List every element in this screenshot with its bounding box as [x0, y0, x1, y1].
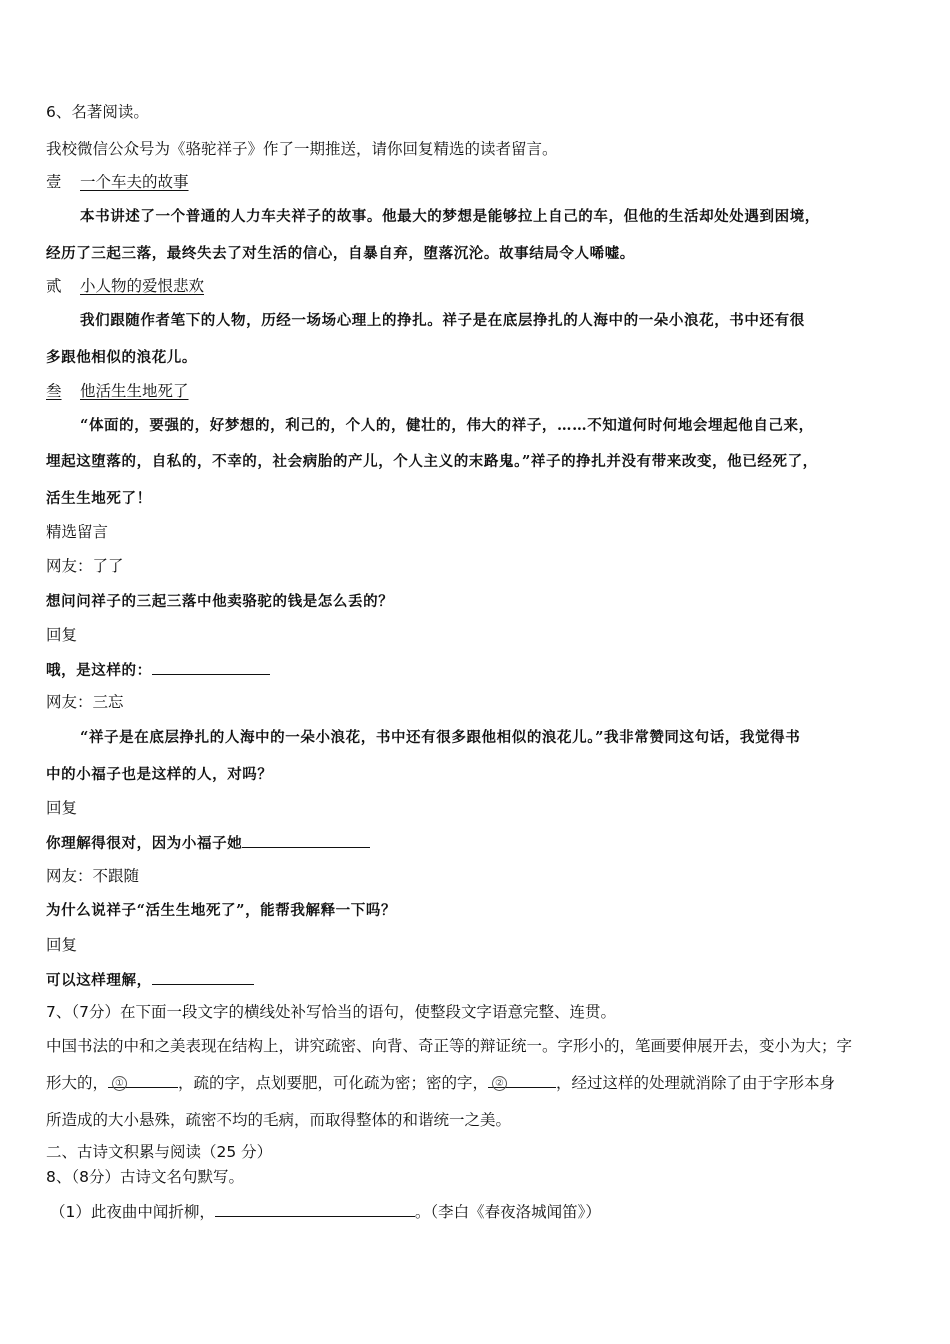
section-1-heading-row [46, 171, 189, 193]
comment-2-text-line: 中的小福子也是这样的人，对吗？ [46, 766, 273, 783]
answer-blank[interactable] [152, 658, 270, 675]
comment-1-reply-row [46, 658, 270, 682]
section-2-heading: 小人物的爱恨悲欢 [80, 277, 205, 295]
question-7-text: ，疏的字，点划要肥，可化疏为密；密的字， [178, 1074, 489, 1092]
section-3-body-line: 活生生地死了！ [46, 490, 152, 507]
blank-2[interactable] [488, 1072, 556, 1088]
section-3-body-line: 埋起这堕落的，自私的，不幸的，社会病胎的产儿，个人主义的末路鬼。”祥子的挣扎并没有带来改变，他已经死了， [46, 453, 818, 470]
answer-blank[interactable] [215, 1200, 415, 1217]
comment-1-reply-label: 回复 [46, 626, 78, 644]
comment-3-reply-label: 回复 [46, 936, 78, 954]
marker-1: ① [112, 1076, 127, 1091]
question-7-line-blanks [46, 1072, 835, 1094]
section-1-number: 壹 [46, 173, 62, 191]
question-8-title: 8、（8分）古诗文名句默写。 [46, 1168, 244, 1186]
section-2-number: 贰 [46, 277, 62, 295]
answer-blank[interactable] [242, 831, 370, 848]
question-6-title: 6、名著阅读。 [46, 103, 149, 121]
section-3-number: 叁 [46, 382, 62, 400]
question-7-title: 7、（7分）在下面一段文字的横线处补写恰当的语句，使整段文字语意完整、连贯。 [46, 1003, 616, 1021]
marker-2: ② [492, 1076, 507, 1091]
section-3-heading: 他活生生地死了 [80, 382, 189, 400]
question-7-line: 所造成的大小悬殊，疏密不均的毛病，而取得整体的和谐统一之美。 [46, 1111, 512, 1129]
selected-comments-label: 精选留言 [46, 523, 109, 541]
section-3-body-line: “体面的，要强的，好梦想的，利己的，个人的，健壮的，伟大的祥子，……不知道何时何地会埋起他自己来， [80, 417, 814, 434]
comment-1-text: 想问问祥子的三起三落中他卖骆驼的钱是怎么丢的？ [46, 593, 394, 610]
section-3-heading-row [46, 380, 189, 402]
comment-1-reply: 哦，是这样的： [46, 662, 152, 679]
question-6-intro: 我校微信公众号为《骆驼祥子》作了一期推送，请你回复精选的读者留言。 [46, 140, 558, 158]
section-1-heading: 一个车夫的故事 [80, 173, 189, 191]
comment-2-reply-label: 回复 [46, 799, 78, 817]
section-1-body-line: 本书讲述了一个普通的人力车夫祥子的故事。他最大的梦想是能够拉上自己的车，但他的生活却处处遇到困境， [80, 208, 820, 225]
comment-2-reply: 你理解得很对，因为小福子她 [46, 835, 243, 852]
section-2-body-line: 多跟他相似的浪花儿。 [46, 349, 197, 366]
comment-3-reply: 可以这样理解， [46, 972, 152, 989]
section-2-heading-row [46, 275, 204, 297]
comment-1-user: 网友：了了 [46, 557, 124, 575]
question-7-text: ，经过这样的处理就消除了由于字形本身 [556, 1074, 836, 1092]
answer-blank[interactable] [152, 968, 254, 985]
question-7-text: 形大的， [46, 1074, 109, 1092]
comment-3-text: 为什么说祥子“活生生地死了”，能帮我解释一下吗？ [46, 902, 397, 919]
question-8-item-1-source: 。（李白《春夜洛城闻笛》） [414, 1203, 601, 1221]
comment-2-user: 网友：三忘 [46, 693, 124, 711]
section-2-body-line: 我们跟随作者笔下的人物，历经一场场心理上的挣扎。祥子是在底层挣扎的人海中的一朵小浪花，书中还有很 [80, 312, 805, 329]
question-8-item-1 [50, 1200, 601, 1223]
comment-3-reply-row [46, 968, 254, 992]
comment-2-text-line: “祥子是在底层挣扎的人海中的一朵小浪花，书中还有很多跟他相似的浪花儿。”我非常赞同这句话，我觉得书 [80, 729, 801, 746]
comment-3-user: 网友：不跟随 [46, 867, 140, 885]
blank-1[interactable] [108, 1072, 178, 1088]
section-1-body-line: 经历了三起三落，最终失去了对生活的信心，自暴自弃，堕落沉沦。故事结局令人唏嘘。 [46, 245, 635, 262]
question-7-line: 中国书法的中和之美表现在结构上，讲究疏密、向背、奇正等的辩证统一。字形小的，笔画要伸展开去，变小为大；字 [46, 1037, 853, 1055]
section-2-title: 二、古诗文积累与阅读（25 分） [46, 1143, 273, 1161]
question-8-item-1-text: （1）此夜曲中闻折柳， [50, 1203, 215, 1221]
comment-2-reply-row [46, 831, 370, 855]
